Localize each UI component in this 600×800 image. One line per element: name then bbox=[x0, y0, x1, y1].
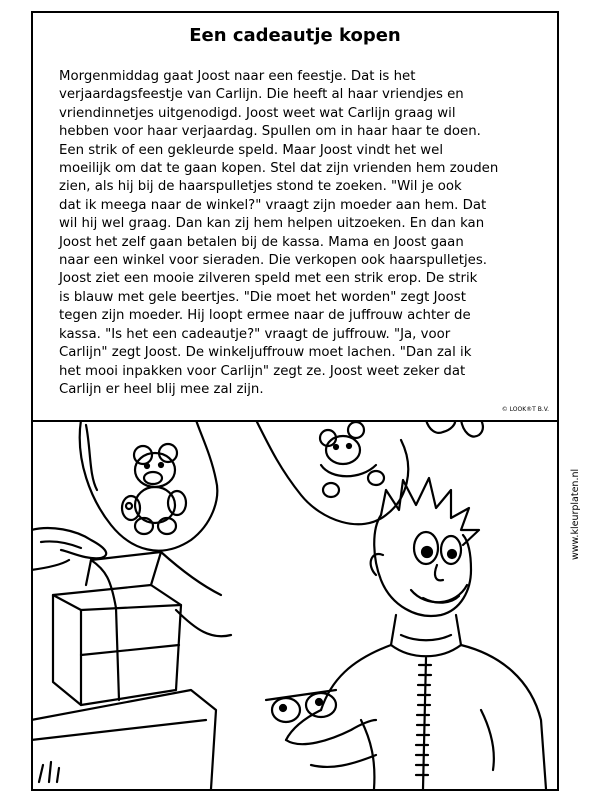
hanging-bear-decoration-left bbox=[80, 420, 218, 551]
story-text bbox=[59, 68, 549, 399]
story-line: is blauw met gele beertjes. "Die moet het worden" zegt Joost bbox=[59, 289, 466, 305]
story-line: hebben voor haar verjaardag. Spullen om in haar haar te doen. bbox=[59, 124, 481, 140]
floor-marks bbox=[39, 762, 59, 782]
story-line: wil hij wel graag. Dan kan zij hem helpen uitzoeken. En dan kan bbox=[59, 216, 485, 232]
story-title: Een cadeautje kopen bbox=[189, 25, 401, 46]
story-line: het mooi inpakken voor Carlijn" zegt ze. Joost weet zeker dat bbox=[59, 363, 466, 379]
boy-joost bbox=[266, 478, 546, 789]
story-panel bbox=[33, 13, 557, 422]
story-line: zien, als hij bij de haarspulletjes stond te zoeken. "Wil je ook bbox=[59, 179, 462, 195]
story-line: kassa. "Is het een cadeautje?" vraagt de juffrouw. "Ja, voor bbox=[59, 326, 451, 342]
story-line: Een strik of een gekleurde speld. Maar Joost vindt het wel bbox=[59, 142, 444, 158]
story-line: Morgenmiddag gaat Joost naar een feestje. Dat is het bbox=[59, 69, 416, 84]
website-credit bbox=[560, 442, 581, 562]
story-line: dat ik meega naar de winkel?" vraagt zijn moeder aan hem. Dat bbox=[59, 197, 487, 213]
story-line: Joost het zelf gaan betalen bij de kassa. Mama en Joost gaan bbox=[59, 234, 464, 250]
story-line: tegen zijn moeder. Hij loopt ermee naar de juffrouw achter de bbox=[59, 308, 471, 324]
story-line: vriendinnetjes uitgenodigd. Joost weet wat Carlijn graag wil bbox=[59, 105, 456, 121]
website-label: www.kleurplaten.nl bbox=[570, 468, 581, 560]
story-line: moeilijk om dat te gaan kopen. Stel dat zijn vrienden hem zouden bbox=[59, 161, 499, 177]
story-line: Carlijn er heel blij mee zal zijn. bbox=[59, 381, 264, 397]
story-line: verjaardagsfeestje van Carlijn. Die heeft al haar vriendjes en bbox=[59, 87, 464, 103]
gift-box bbox=[53, 552, 231, 705]
copyright-note: © LOOK®T B.V. bbox=[501, 406, 549, 413]
story-line: Joost ziet een mooie zilveren speld met een strik erop. De strik bbox=[59, 271, 478, 287]
story-line: Carlijn" zegt Joost. De winkeljuffrouw moet lachen. "Dan zal ik bbox=[59, 345, 472, 361]
coloring-illustration bbox=[31, 420, 559, 789]
hanging-bear-decoration-middle bbox=[256, 420, 408, 524]
hanging-bear-decoration-right bbox=[426, 420, 483, 437]
story-line: naar een winkel voor sieraden. Die verkopen ook haarspulletjes. bbox=[59, 253, 487, 269]
